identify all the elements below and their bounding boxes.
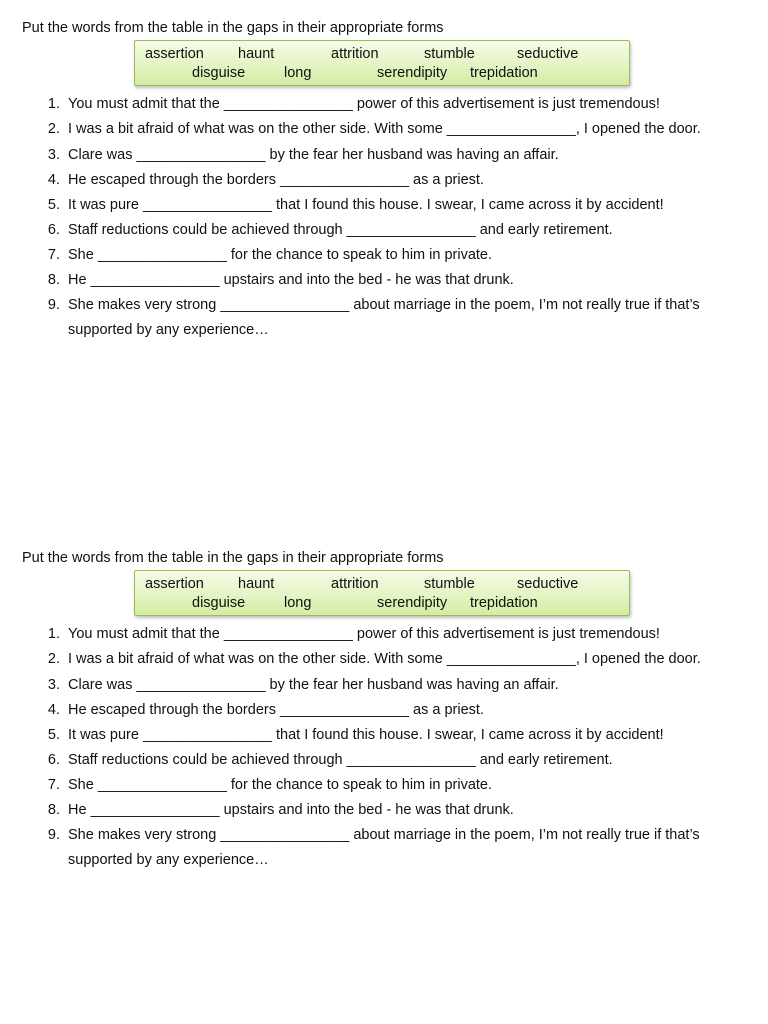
word-bank-word: attrition	[331, 46, 379, 62]
instruction-text: Put the words from the table in the gaps in their appropriate forms	[22, 550, 444, 566]
word-bank-box	[134, 570, 630, 616]
word-bank-word: seductive	[517, 46, 579, 62]
item-sentence: He escaped through the borders ________________ as a priest.	[68, 172, 484, 188]
item-number: 4.	[47, 702, 60, 718]
item-sentence: He escaped through the borders ________________ as a priest.	[68, 702, 484, 718]
item-number: 8.	[47, 272, 60, 288]
item-number: 6.	[47, 752, 60, 768]
item-sentence: He ________________ upstairs and into the bed - he was that drunk.	[68, 272, 514, 288]
item-sentence: I was a bit afraid of what was on the other side. With some ________________, I opened the door.	[68, 121, 701, 137]
item-number: 5.	[47, 727, 60, 743]
word-bank-word: trepidation	[470, 65, 538, 81]
item-sentence-continuation: supported by any experience…	[68, 322, 269, 338]
item-sentence: Clare was ________________ by the fear her husband was having an affair.	[68, 677, 559, 693]
item-sentence: I was a bit afraid of what was on the other side. With some ________________, I opened the door.	[68, 651, 701, 667]
word-bank-word: disguise	[192, 65, 246, 81]
word-bank-word: haunt	[238, 46, 275, 62]
item-sentence: It was pure ________________ that I found this house. I swear, I came across it by accident!	[68, 197, 664, 213]
item-number: 2.	[47, 651, 60, 667]
item-sentence: She makes very strong ________________ about marriage in the poem, I’m not really true if that’s	[68, 827, 700, 843]
item-number: 3.	[47, 677, 60, 693]
item-number: 9.	[47, 297, 60, 313]
word-bank-word: trepidation	[470, 595, 538, 611]
instruction-text: Put the words from the table in the gaps in their appropriate forms	[22, 20, 444, 36]
word-bank-word: attrition	[331, 576, 379, 592]
item-sentence: She ________________ for the chance to speak to him in private.	[68, 247, 493, 263]
item-number: 6.	[47, 222, 60, 238]
item-sentence: Staff reductions could be achieved through ________________ and early retirement.	[68, 752, 613, 768]
item-number: 8.	[47, 802, 60, 818]
item-number: 3.	[47, 147, 60, 163]
word-bank-box	[134, 40, 630, 86]
item-sentence: She makes very strong ________________ about marriage in the poem, I’m not really true if that’s	[68, 297, 700, 313]
item-number: 1.	[47, 626, 60, 642]
item-number: 2.	[47, 121, 60, 137]
word-bank-word: stumble	[424, 576, 475, 592]
item-number: 9.	[47, 827, 60, 843]
word-bank-word: assertion	[145, 46, 204, 62]
item-number: 7.	[47, 777, 60, 793]
item-number: 5.	[47, 197, 60, 213]
item-sentence: Clare was ________________ by the fear her husband was having an affair.	[68, 147, 559, 163]
item-number: 1.	[47, 96, 60, 112]
word-bank-word: serendipity	[377, 595, 448, 611]
word-bank-word: stumble	[424, 46, 475, 62]
word-bank-word: seductive	[517, 576, 579, 592]
item-number: 4.	[47, 172, 60, 188]
word-bank-word: assertion	[145, 576, 204, 592]
word-bank-word: long	[284, 65, 312, 81]
word-bank-word: haunt	[238, 576, 275, 592]
item-sentence: Staff reductions could be achieved through ________________ and early retirement.	[68, 222, 613, 238]
item-sentence: She ________________ for the chance to speak to him in private.	[68, 777, 493, 793]
item-sentence: You must admit that the ________________ power of this advertisement is just tremendous!	[68, 96, 660, 112]
word-bank-word: disguise	[192, 595, 246, 611]
item-sentence: He ________________ upstairs and into the bed - he was that drunk.	[68, 802, 514, 818]
item-number: 7.	[47, 247, 60, 263]
item-sentence-continuation: supported by any experience…	[68, 852, 269, 868]
word-bank-word: serendipity	[377, 65, 448, 81]
word-bank-word: long	[284, 595, 312, 611]
item-sentence: It was pure ________________ that I found this house. I swear, I came across it by accident!	[68, 727, 664, 743]
item-sentence: You must admit that the ________________ power of this advertisement is just tremendous!	[68, 626, 660, 642]
